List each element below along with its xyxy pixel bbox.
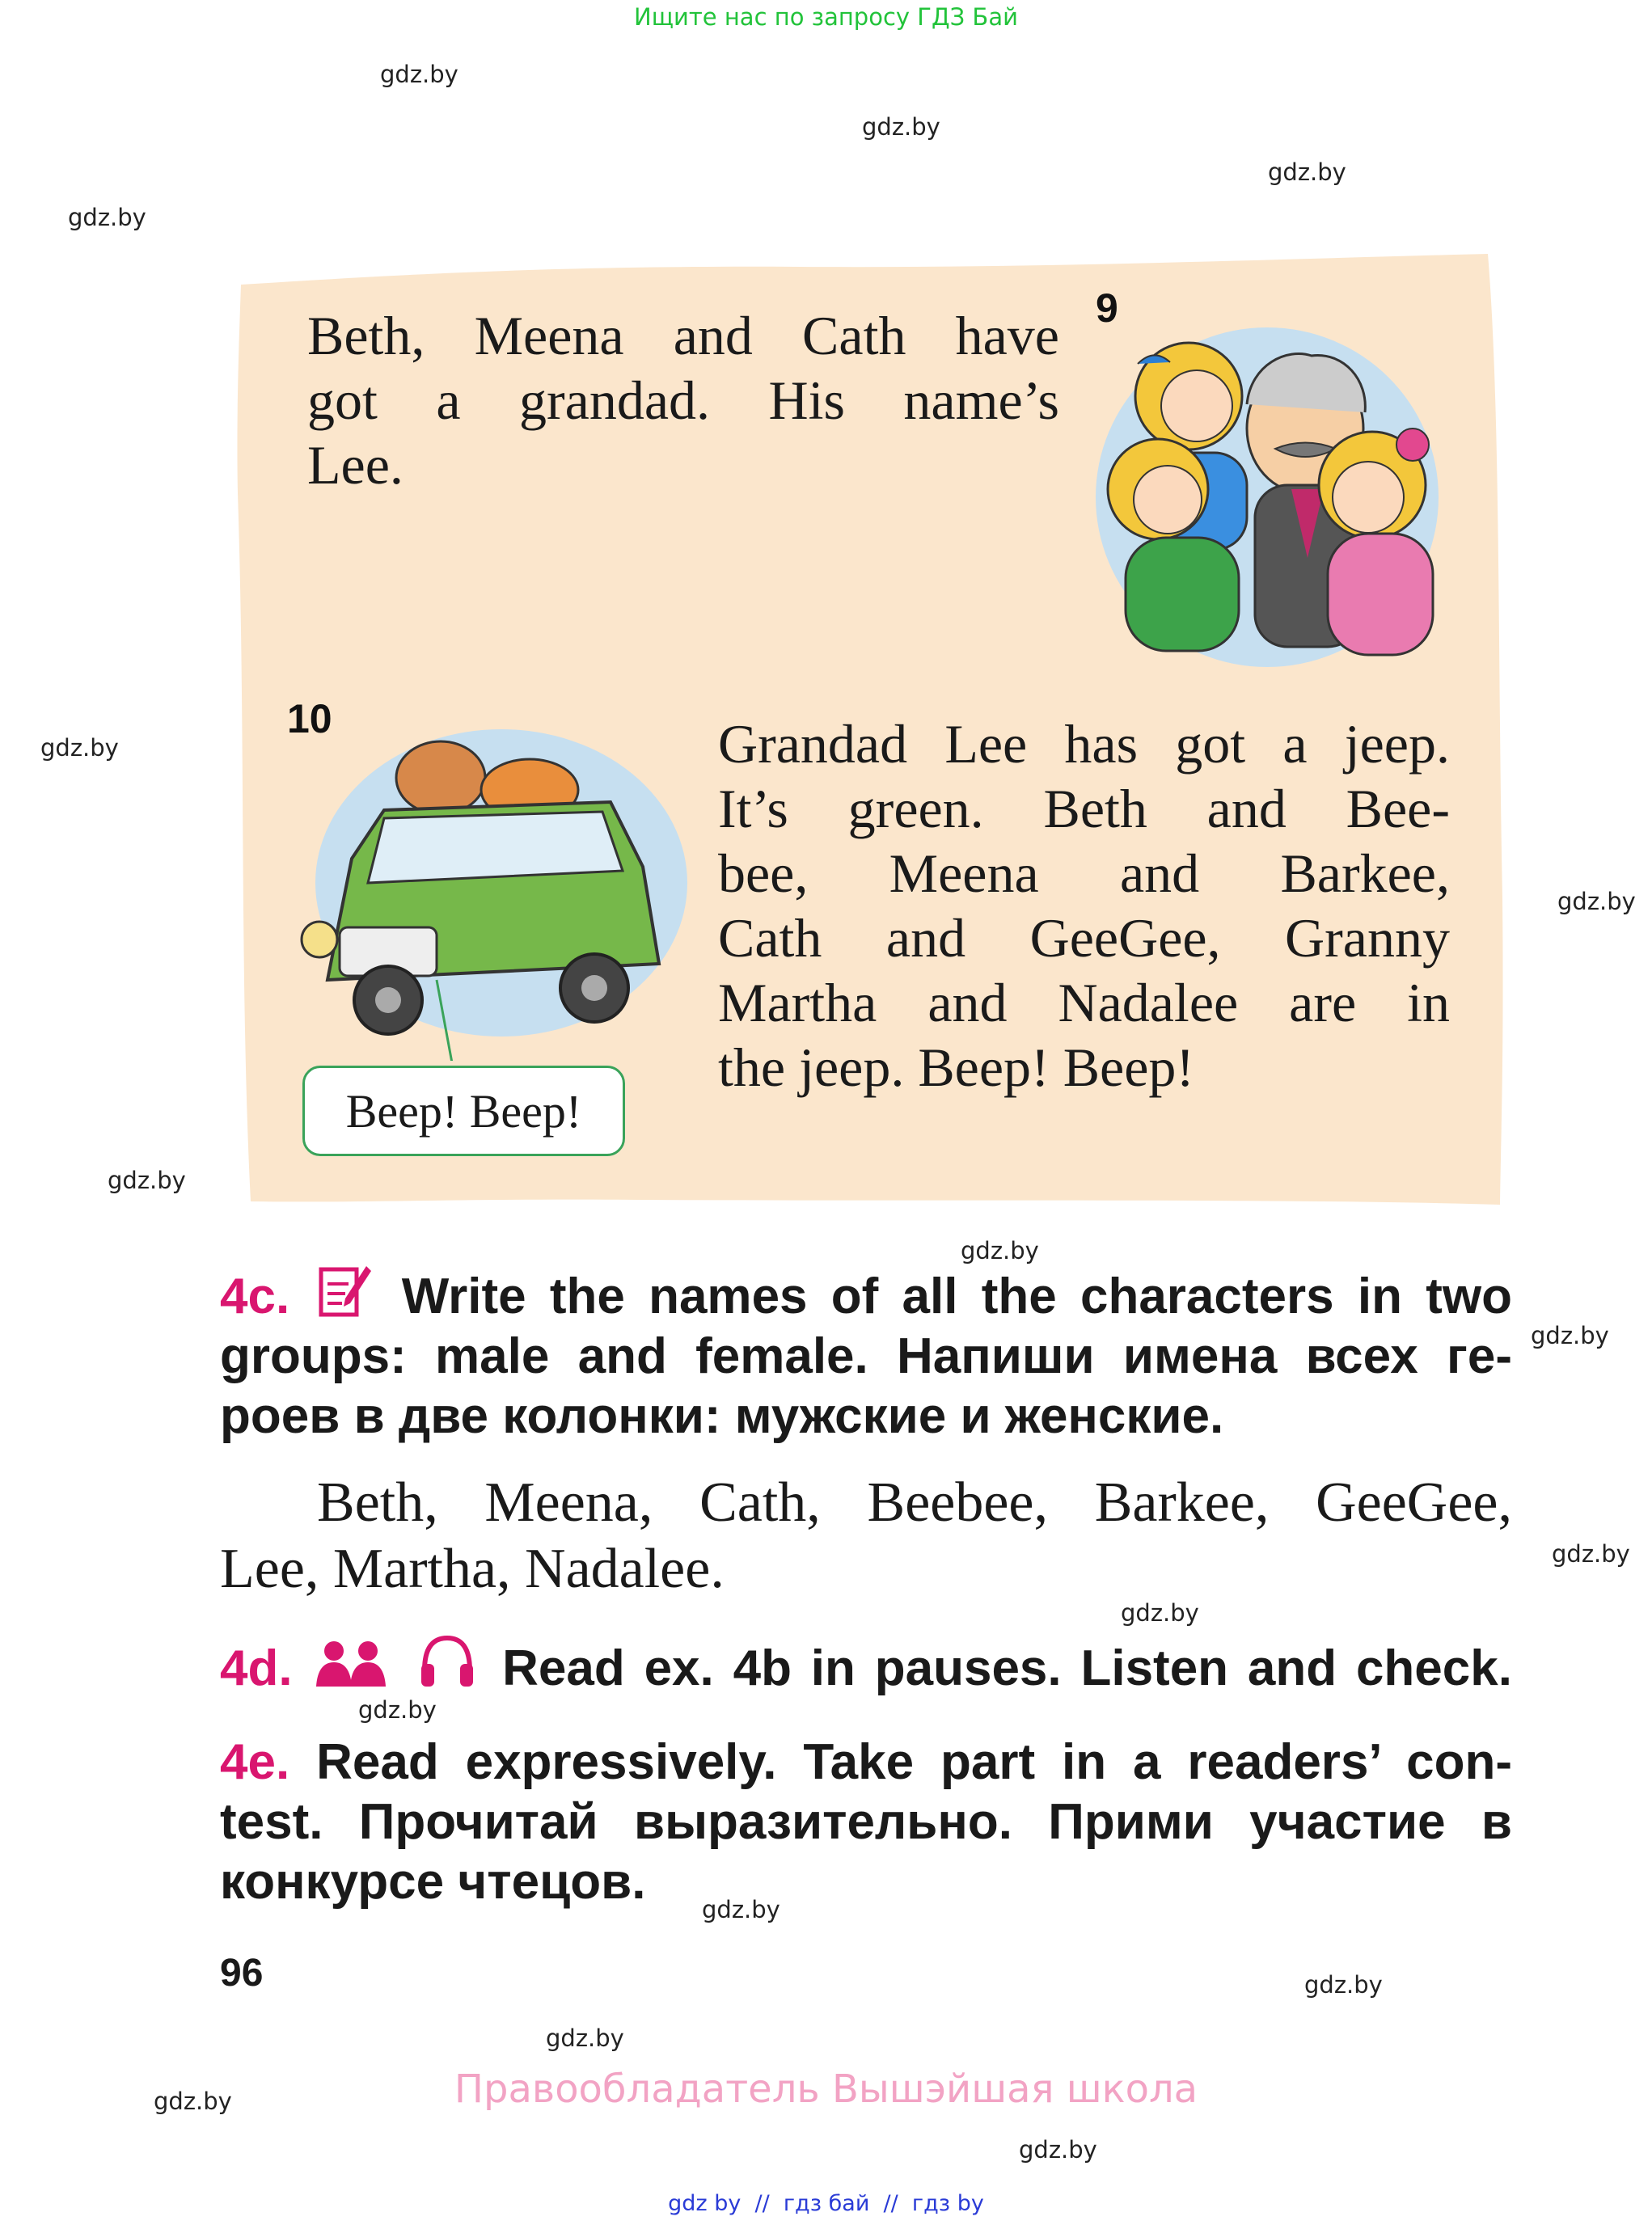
task-4e bbox=[220, 1733, 1512, 1912]
watermark: gdz.by bbox=[68, 204, 146, 231]
story-line: Beth, Meena and Cath have bbox=[307, 305, 1059, 366]
page-number: 96 bbox=[220, 1952, 264, 1995]
watermark: gdz.by bbox=[40, 734, 119, 762]
watermark: gdz.by bbox=[1552, 1540, 1630, 1568]
watermark: gdz.by bbox=[1121, 1599, 1199, 1627]
watermark: gdz.by bbox=[1268, 158, 1346, 186]
footer-links: gdz by // гдз бай // гдз by bbox=[668, 2191, 984, 2216]
task-text: Read expressively. Take part in a readers’ con- bbox=[316, 1734, 1512, 1790]
story-line: Cath and GeeGee, Granny bbox=[718, 907, 1450, 969]
watermark: gdz.by bbox=[546, 2024, 624, 2052]
speech-bubble: Beep! Beep! bbox=[302, 1066, 625, 1156]
task-text: конкурсе чтецов. bbox=[220, 1854, 646, 1910]
watermark: gdz.by bbox=[702, 1896, 780, 1923]
story-line: Martha and Nadalee are in bbox=[718, 972, 1450, 1033]
task-number: 4e. bbox=[220, 1734, 290, 1790]
headphones-icon bbox=[418, 1633, 476, 1690]
task-4d bbox=[220, 1633, 1512, 1699]
task-text: Read ex. 4b in pauses. Listen and check. bbox=[502, 1640, 1512, 1696]
watermark: gdz.by bbox=[380, 61, 458, 88]
picture-number-10: 10 bbox=[287, 696, 332, 741]
pencil-notepad-icon bbox=[318, 1261, 373, 1318]
watermark: gdz.by bbox=[1531, 1322, 1609, 1349]
watermark: gdz.by bbox=[1019, 2136, 1097, 2164]
task-text: test. Прочитай выразительно. Прими участие в bbox=[220, 1794, 1512, 1850]
watermark: gdz.by bbox=[961, 1237, 1039, 1264]
story-paragraph-1 bbox=[307, 303, 1059, 497]
watermark: gdz.by bbox=[154, 2088, 232, 2115]
answer-line: Lee, Martha, Nadalee. bbox=[220, 1538, 725, 1600]
watermark: gdz.by bbox=[1304, 1971, 1383, 1999]
task-text: роев в две колонки: мужские и женские. bbox=[220, 1388, 1224, 1444]
task-text: Write the names of all the characters in two bbox=[401, 1269, 1512, 1324]
task-number: 4c. bbox=[220, 1269, 290, 1324]
copyright-notice: Правообладатель Вышэйшая школа bbox=[454, 2067, 1198, 2112]
pair-work-icon bbox=[315, 1640, 389, 1688]
watermark: gdz.by bbox=[358, 1696, 437, 1724]
story-paragraph-2 bbox=[718, 711, 1450, 1100]
watermark: gdz.by bbox=[1557, 888, 1636, 915]
watermark: gdz.by bbox=[862, 113, 940, 141]
story-line: It’s green. Beth and Bee- bbox=[718, 778, 1450, 839]
story-line: bee, Meena and Barkee, bbox=[718, 842, 1450, 904]
story-line: the jeep. Beep! Beep! bbox=[718, 1037, 1195, 1098]
picture-number-9: 9 bbox=[1096, 285, 1118, 331]
story-line: Grandad Lee has got a jeep. bbox=[718, 713, 1450, 775]
task-4c bbox=[220, 1261, 1512, 1446]
answer-line: Beth, Meena, Cath, Beebee, Barkee, GeeGee, bbox=[317, 1471, 1512, 1534]
story-line: got a grandad. His name’s bbox=[307, 369, 1059, 431]
jeep-illustration bbox=[295, 721, 691, 1061]
answer-names bbox=[220, 1470, 1512, 1602]
task-number: 4d. bbox=[220, 1640, 293, 1696]
family-illustration bbox=[1093, 315, 1441, 671]
watermark: gdz.by bbox=[108, 1167, 186, 1194]
top-banner: Ищите нас по запросу ГДЗ Бай bbox=[634, 3, 1018, 31]
task-text: groups: male and female. Напиши имена всех ге- bbox=[220, 1328, 1512, 1384]
story-line: Lee. bbox=[307, 434, 403, 496]
